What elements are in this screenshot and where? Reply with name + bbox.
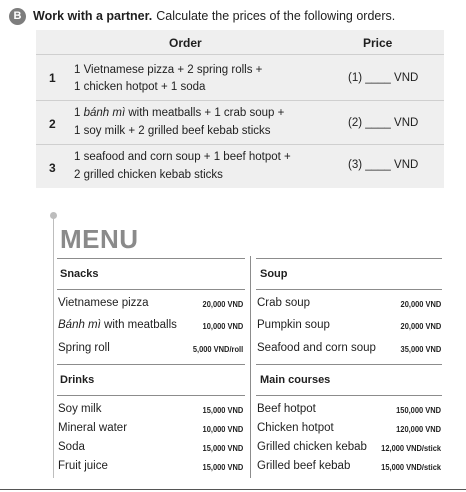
menu-item-name: Seafood and corn soup xyxy=(257,342,376,354)
menu-item-price: 10,000 VND xyxy=(202,321,243,331)
price-column-header: Price xyxy=(363,36,393,50)
order-line-1-italic: bánh mì xyxy=(83,107,126,119)
order-row-1 xyxy=(36,54,444,99)
menu-item-price: 35,000 VND xyxy=(400,344,441,354)
order-line-1: 1 seafood and corn soup + 1 beef hotpot + xyxy=(74,151,291,163)
menu-left-border xyxy=(53,216,54,478)
divider xyxy=(256,289,442,290)
menu-item-name: Vietnamese pizza xyxy=(58,297,149,309)
task-text: Calculate the prices of the following orders. xyxy=(156,9,396,23)
order-line-1: 1 Vietnamese pizza + 2 spring rolls + xyxy=(74,64,263,76)
main-courses-heading: Main courses xyxy=(260,374,331,386)
menu-item-name: Beef hotpot xyxy=(257,403,316,415)
order-row-3 xyxy=(36,144,444,189)
menu-item-name-italic: Bánh mì xyxy=(58,319,101,331)
order-row-2 xyxy=(36,100,444,145)
divider xyxy=(256,395,442,396)
snacks-heading: Snacks xyxy=(60,268,99,280)
menu-item-price: 12,000 VND/stick xyxy=(381,443,441,453)
divider xyxy=(57,258,245,259)
order-column-header: Order xyxy=(169,36,202,50)
menu-item-price: 150,000 VND xyxy=(396,405,441,415)
menu-item-price: 20,000 VND xyxy=(400,321,441,331)
menu-item-name: Fruit juice xyxy=(58,460,108,472)
menu-item-price: 120,000 VND xyxy=(396,424,441,434)
menu-item-name: Spring roll xyxy=(58,342,110,354)
order-line-1-pre: 1 xyxy=(74,107,84,119)
order-line-2: 1 chicken hotpot + 1 soda xyxy=(74,81,206,93)
divider xyxy=(256,258,442,259)
divider xyxy=(57,289,245,290)
order-price: (1) ____ VND xyxy=(348,72,419,84)
menu-title: MENU xyxy=(60,224,139,254)
page-bottom-rule xyxy=(0,489,466,490)
order-line-1 xyxy=(74,107,284,119)
orders-table xyxy=(36,30,444,188)
menu-item-name: Pumpkin soup xyxy=(257,319,330,331)
order-price: (2) ____ VND xyxy=(348,117,419,129)
task-instruction xyxy=(9,7,395,25)
menu-item-price: 15,000 VND xyxy=(202,405,243,415)
drinks-heading: Drinks xyxy=(60,374,95,386)
section-badge: B xyxy=(9,8,26,25)
menu-item-name: Mineral water xyxy=(58,422,128,434)
order-number: 2 xyxy=(49,117,56,131)
menu-column-divider xyxy=(250,256,251,478)
menu-item-price: 15,000 VND/stick xyxy=(381,462,441,472)
menu-item-price: 15,000 VND xyxy=(202,462,243,472)
menu-item-name: Soda xyxy=(58,441,85,453)
soup-heading: Soup xyxy=(260,268,288,280)
task-bold-text: Work with a partner. xyxy=(33,9,153,23)
divider xyxy=(256,364,442,365)
order-number: 1 xyxy=(49,71,56,85)
menu-item-price: 20,000 VND xyxy=(400,299,441,309)
menu-item-price: 10,000 VND xyxy=(202,424,243,434)
menu-item-name: Soy milk xyxy=(58,403,102,415)
order-price: (3) ____ VND xyxy=(348,159,419,171)
divider xyxy=(57,395,245,396)
menu-item-name: Chicken hotpot xyxy=(257,422,334,434)
menu-item-price: 20,000 VND xyxy=(202,299,243,309)
menu-item-price: 15,000 VND xyxy=(202,443,243,453)
order-line-2: 1 soy milk + 2 grilled beef kebab sticks xyxy=(74,125,271,137)
menu-item-name: Grilled chicken kebab xyxy=(257,441,367,453)
order-line-2: 2 grilled chicken kebab sticks xyxy=(74,169,223,181)
menu-item-name: Crab soup xyxy=(257,297,311,309)
menu-item-price: 5,000 VND/roll xyxy=(192,344,243,354)
order-number: 3 xyxy=(49,161,56,175)
order-line-1-post: with meatballs + 1 crab soup + xyxy=(125,107,285,119)
menu-item-name xyxy=(58,319,177,331)
menu-item-name-post: with meatballs xyxy=(100,319,177,331)
menu-item-name: Grilled beef kebab xyxy=(257,460,351,472)
divider xyxy=(57,364,245,365)
